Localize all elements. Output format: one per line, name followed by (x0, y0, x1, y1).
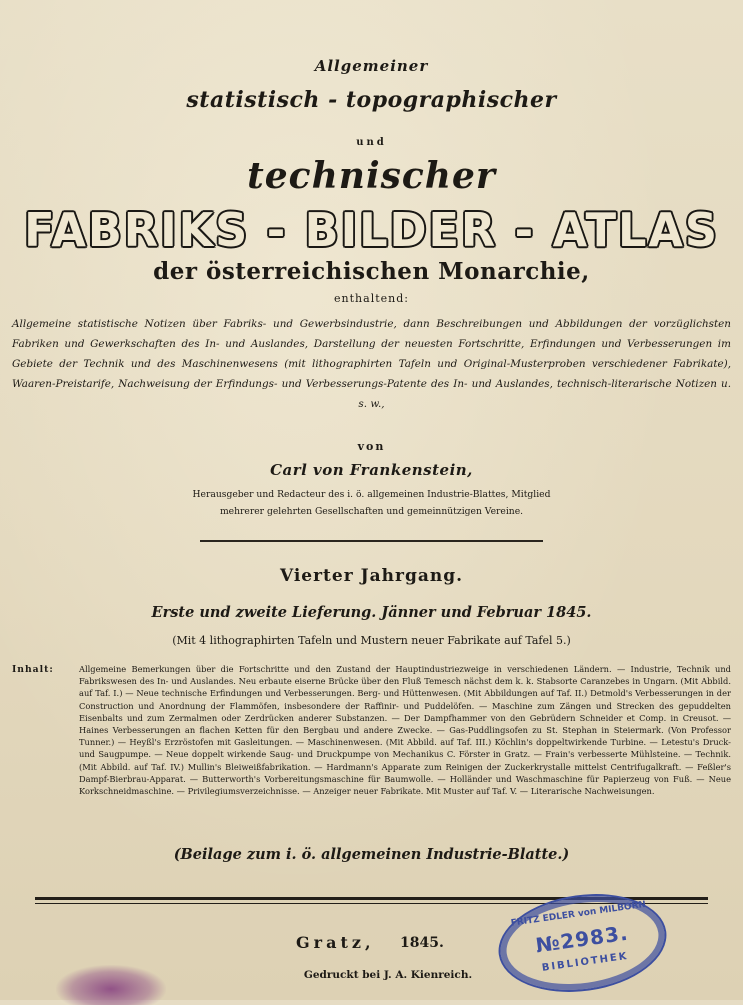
ink-stain (56, 965, 166, 1005)
main-title: FABRIKS - BILDER - ATLAS (24, 203, 719, 257)
stamp-owner: FRITZ EDLER von MILBORN (510, 899, 647, 929)
affiliation-line-1: Herausgeber und Redacteur des i. ö. allgemeinen Industrie-Blattes, Mitglied (192, 489, 551, 500)
library-stamp (492, 884, 673, 1003)
contents-description: Allgemeine statistische Notizen über Fabriks- und Gewerbsindustrie, dann Beschreibungen und Abbildungen der vorzüglichsten Fabriken und Gewerkschaften des In- und Auslandes, Darstellung der neuesten Fortschritte, Erfindungen und Verbesserungen im Gebiete der Technik und des Maschinenwesens (mit lithographirten Tafeln und Original-Musterproben verschiedener Fabrikate), Waaren-Preistarife, Nachweisung der Erfindungs- und Verbesserungs-Patente des In- und Auslandes, technisch-literarische Notizen u. s. w., (12, 318, 731, 410)
beilage-note: (Beilage zum i. ö. allgemeinen Industrie-Blatte.) (173, 846, 570, 863)
von-label: von (357, 440, 386, 453)
imprint-place: Gratz, (296, 933, 375, 952)
title-line-technischer: technischer (247, 155, 496, 197)
title-line-und: und (356, 137, 387, 148)
subtitle-monarchie: der österreichischen Monarchie, (153, 258, 590, 285)
stamp-library: BIBLIOTHEK (541, 950, 630, 974)
inhalt-label: Inhalt: (12, 664, 54, 675)
enthaltend-label: enthaltend: (334, 292, 409, 305)
title-line-allgemeiner: Allgemeiner (314, 57, 429, 75)
author-affiliation (0, 486, 743, 520)
title-line-statistisch: statistisch - topographischer (186, 87, 557, 113)
lieferung-heading: Erste und zweite Lieferung. Jänner und Februar 1845. (151, 604, 592, 621)
divider-rule (200, 540, 543, 542)
jahrgang-heading: Vierter Jahrgang. (279, 566, 464, 586)
imprint-year: 1845. (400, 935, 444, 951)
stamp-number: №2983. (534, 920, 630, 958)
author-name: Carl von Frankenstein, (270, 461, 473, 479)
inhalt-text: Allgemeine Bemerkungen über die Fortschritte und den Zustand der Hauptindustriezweige in verschiedenen Ländern. — Industrie, Technik und Fabrikswesen des In- und Auslandes. Neu erbaute eiserne Brücke über den Fluß Temesch nächst dem k. k. Stabsorte Caranzebes in Ungarn. (Mit Abbild. auf Taf. I.) — Neue technische Erfindungen und Verbesserungen. Berg- und Hüttenwesen. (Mit Abbildungen auf Taf. II.) Detmold's Verbesserungen in der Construction und Anordnung der Flammöfen, insbesondere der Raffinir- und Puddelöfen. — Maschine zum Zängen und Strecken des gepuddelten Eisenbalts und zum Zermalmen oder Zerdrücken anderer Substanzen. — Der Dampfhammer von den Gebrüdern Schneider et Comp. in Creusot. — Haines Verbesserungen an flachen Ketten für den Bergbau und andere Zwecke. — Gas-Puddlingsofen zu St. Stephan in Steiermark. (Von Professor Tunner.) — Heyßl's Erzröstofen mit Gasleitungen. — Maschinenwesen. (Mit Abbild. auf Taf. III.) Köchlin's doppeltwirkende Turbine. — Letestu's Druck- und Saugpumpe. — Neue doppelt wirkende Saug- und Druckpumpe von Mechanikus C. Förster in Gratz. — Frain's verbesserte Mühlsteine. — Technik. (Mit Abbild. auf Taf. IV.) Mullin's Bleiweißfabrikation. — Hardmann's Apparate zum Reinigen der Zuckerkrystalle mittelst Centrifugalkraft. — Feßler's Dampf-Bierbrau-Apparat. — Butterworth's Vorbereitungsmaschine für Baumwolle. — Holländer und Waschmaschine für Papierzeug von Fuß. — Neue Korkschneidmaschine. — Privilegiumsverzeichnisse. — Anzeiger neuer Fabrikate. Mit Muster auf Taf. V. — Literarische Nachweisungen. (79, 664, 731, 797)
tafel-note: (Mit 4 lithographirten Tafeln und Mustern neuer Fabrikate auf Tafel 5.) (172, 634, 571, 647)
imprint-printer: Gedruckt bei J. A. Kienreich. (303, 969, 473, 981)
affiliation-line-2: mehrerer gelehrten Gesellschaften und gemeinnützigen Vereine. (219, 506, 524, 517)
